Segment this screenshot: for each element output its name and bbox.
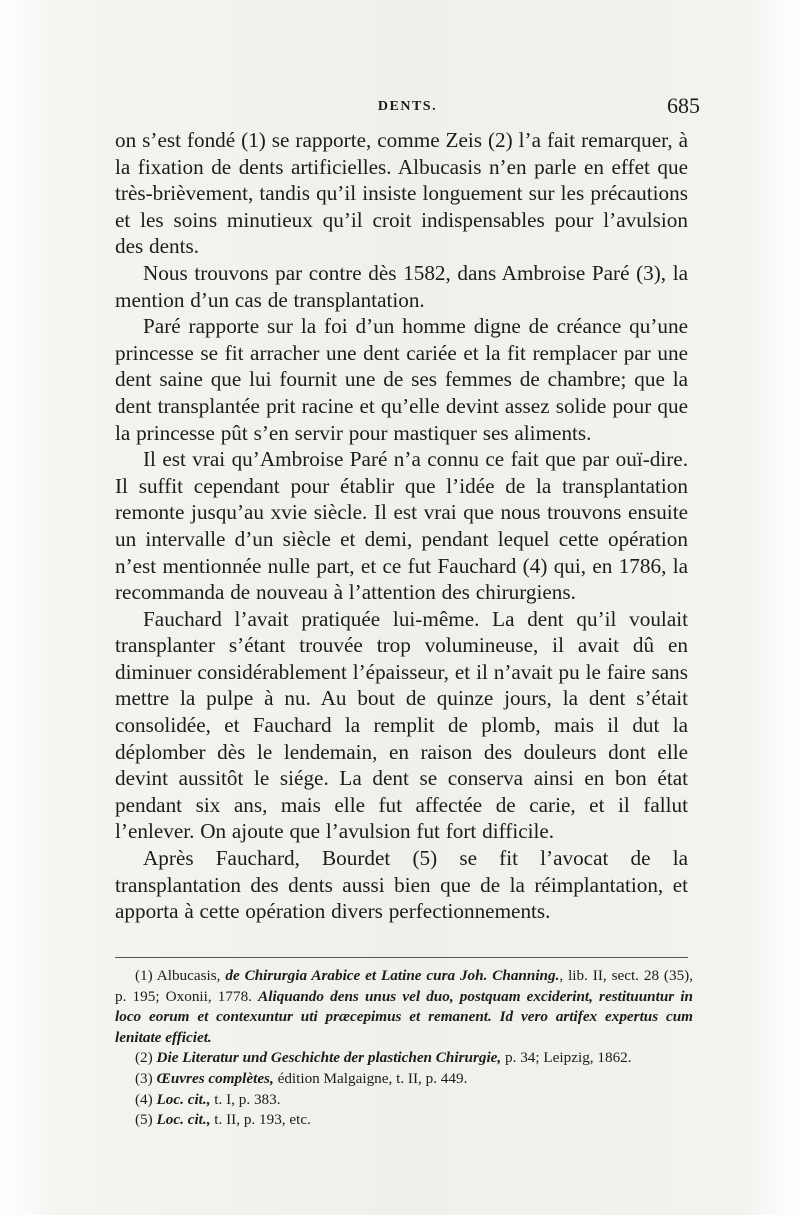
footnote-number: (3) [135, 1069, 153, 1087]
footnote [115, 1110, 693, 1131]
paragraph: Il est vrai qu’Ambroise Paré n’a connu ce fait que par ouï-dire. Il suffit cependant pour établir que l’idée de la transplantation remonte jusqu’au xvie siècle. Il est vrai que nous trouvons ensuite un intervalle d’un siècle et demi, pendant lequel cette opération n’est mentionnée nulle part, et ce fut Fauchard (4) qui, en 1786, la recommanda de nouveau à l’attention des chirurgiens. [115, 447, 688, 605]
footnote [115, 966, 693, 1048]
footnote-reference: édition Malgaigne, t. II, p. 449. [273, 1069, 468, 1087]
footnote-divider [115, 957, 688, 958]
footnote-title: Die Literatur und Geschichte der plastichen Chirurgie, [156, 1049, 502, 1067]
footnote-author: Albucasis, [156, 967, 221, 984]
footnote [115, 1069, 693, 1090]
footnotes [115, 966, 693, 1131]
page-number: 685 [667, 93, 700, 118]
paragraph: Après Fauchard, Bourdet (5) se fit l’avocat de la transplantation des dents aussi bien que de la réimplantation, et apporta à cette opération divers perfectionnements. [115, 846, 688, 924]
paragraph: on s’est fondé (1) se rapporte, comme Zeis (2) l’a fait remarquer, à la fixation de dents artificielles. Albucasis n’en parle en effet que très-brièvement, tandis qu’il insiste longuement sur les précautions et les soins minutieux qu’il croit indispensables pour l’avulsion des dents. [115, 128, 688, 259]
footnote-quote: Aliquando dens unus vel duo, postquam exciderint, restituuntur in loco eorum et contexuntur uti præcepimus et remanent. Id vero artifex expertus cum lenitate efficiet. [115, 987, 693, 1046]
footnote-number: (1) [135, 967, 153, 984]
paragraph: Paré rapporte sur la foi d’un homme digne de créance qu’une princesse se fit arracher une dent cariée et la fit remplacer par une dent saine que lui fournit une de ses femmes de chambre; que la dent transplantée prit racine et qu’elle devint assez solide pour que la princesse pût s’en servir pour mastiquer ses aliments. [115, 314, 688, 445]
page-header [115, 93, 700, 127]
paragraph: Fauchard l’avait pratiquée lui-même. La dent qu’il voulait transplanter s’étant trouvée trop volumineuse, il avait dû en diminuer considérablement l’épaisseur, et il n’avait pu le faire sans mettre la pulpe à nu. Au bout de quinze jours, la dent s’était consolidée, et Fauchard la remplit de plomb, mais il dut la déplomber dès le lendemain, en raison des douleurs dont elle devint aussitôt le siége. La dent se conserva ainsi en bon état pendant six ans, mais elle fut affectée de carie, et il fallut l’enlever. On ajoute que l’avulsion fut fort difficile. [115, 606, 688, 844]
footnote-title: Loc. cit., [156, 1090, 211, 1108]
footnote-number: (5) [135, 1111, 153, 1129]
footnote [115, 1048, 693, 1069]
footnote-number: (2) [135, 1049, 153, 1067]
footnote-title: de Chirurgia Arabice et Latine cura Joh. Channing. [225, 967, 560, 984]
footnote-title: Loc. cit., [156, 1111, 211, 1129]
paragraph: Nous trouvons par contre dès 1582, dans Ambroise Paré (3), la mention d’un cas de transplantation. [115, 260, 688, 312]
footnote-title: Œuvres complètes, [156, 1069, 274, 1087]
footnote-reference: p. 34; Leipzig, 1862. [501, 1049, 632, 1067]
footnote-reference: , lib. II, sect. 28 (35), p. 195; Oxonii, 1778. [115, 967, 694, 1005]
footnote-reference: t. II, p. 193, etc. [210, 1111, 311, 1129]
running-head: DENTS. [377, 99, 438, 114]
footnote [115, 1090, 693, 1111]
footnote-reference: t. I, p. 383. [210, 1090, 281, 1108]
footnote-number: (4) [135, 1090, 153, 1108]
body-text [115, 127, 688, 925]
